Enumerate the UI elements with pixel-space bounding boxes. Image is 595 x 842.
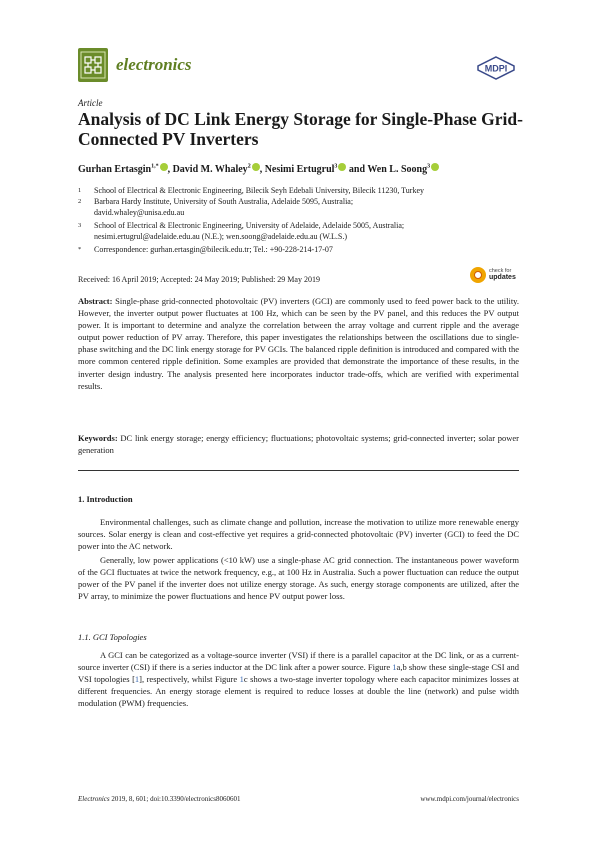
section-divider (78, 470, 519, 471)
abstract-label: Abstract: (78, 296, 113, 306)
affiliation-number: 3 (78, 222, 82, 229)
author-affiliation-marker: 3 (334, 163, 338, 170)
author-affiliation-marker: 3 (427, 163, 431, 170)
mdpi-logo-text: MDPI (484, 63, 508, 74)
check-updates-label-bold: updates (489, 274, 516, 281)
journal-logo-icon (78, 48, 108, 82)
correspondence-text: Correspondence: gurhan.ertasgin@bilecik.edu.tr; Tel.: +90-228-214-17-07 (94, 245, 333, 254)
keywords (78, 432, 519, 456)
subsection-heading: 1.1. GCI Topologies (78, 632, 147, 642)
footer-journal: Electronics (78, 795, 110, 803)
affiliation-text: School of Electrical & Electronic Engineering, University of Adelaide, Adelaide 5005, Australia; (94, 221, 405, 230)
article-type: Article (78, 98, 103, 108)
orcid-icon[interactable] (431, 163, 439, 171)
author-list: Gurhan Ertasgin$^{1,*}$ , David M. Whaley$^2$ , Nesimi Ertugrul$^3$ and Wen L. Soong$^3$ (78, 163, 528, 175)
paragraph-text: a,b show these single-stage CSI and VSI topologies [ (78, 662, 519, 685)
publication-dates: Received: 16 April 2019; Accepted: 24 May 2019; Published: 29 May 2019 (78, 275, 320, 284)
journal-name: electronics (116, 55, 192, 74)
affiliation-number: 2 (78, 198, 82, 205)
author-name: David M. Whaley (172, 164, 248, 175)
affiliation-email-link[interactable]: nesimi.ertugrul@adelaide.edu.au (N.E.); wen.soong@adelaide.edu.au (W.L.S.) (94, 232, 348, 241)
author-name: Gurhan Ertasgin (78, 164, 152, 175)
orcid-icon[interactable] (338, 163, 346, 171)
check-updates-label: check for (489, 268, 512, 274)
body-paragraph: Environmental challenges, such as climate change and pollution, increase the motivation to utilize more renewable energy sources. Solar energy is clean and cost-effective yet requires a grid-connected photovoltaic (PV) inverter (GCI) to feed the DC power into the AC network. (78, 517, 519, 552)
paragraph-text: ], respectively, whilst Figure (139, 674, 240, 685)
keywords-text: DC link energy storage; energy efficiency; fluctuations; photovoltaic systems; grid-connected inverter; solar power generation (78, 433, 519, 456)
paragraph-text: A GCI can be categorized as a voltage-source inverter (VSI) if there is a parallel capacitor at the DC link, or as a current-source inverter (CSI) if there is a series inductor at the DC link after a power source. Figure (78, 650, 519, 673)
orcid-icon[interactable] (160, 163, 168, 171)
footer-citation (78, 795, 240, 803)
mdpi-logo-icon (476, 56, 516, 80)
abstract (78, 295, 519, 392)
author-affiliation-marker: 1,* (151, 163, 159, 170)
affiliation-text: Barbara Hardy Institute, University of South Australia, Adelaide 5095, Australia; (94, 197, 354, 206)
orcid-icon[interactable] (252, 163, 260, 171)
author-name: Wen L. Soong (367, 164, 428, 175)
author-name: Nesimi Ertugrul (264, 164, 335, 175)
figure-link[interactable]: 1 (392, 662, 397, 673)
affiliation-number: * (78, 246, 82, 253)
check-for-updates-button[interactable] (470, 265, 522, 287)
paragraph-text: c shows a two-stage inverter topology where each capacitor minimizes losses at different frequencies. An energy storage element is required to reduce losses at double the line (network) and pulse width modulation (PWM) frequencies. (78, 674, 519, 709)
affiliation-number: 1 (78, 187, 82, 194)
body-paragraph (78, 649, 519, 709)
body-paragraph: Generally, low power applications (<10 kW) use a single-phase AC grid connection. The instantaneous power waveform of the GCI fluctuates at twice the network frequency, e.g., at 100 Hz in Australia. Such a power fluctuation can reduce the output power of the PV panel if the inverter does not utilize energy storage. As such, energy storage components are utilized, after the PV array, to minimize the power fluctuations and hence PV output power loss. (78, 555, 519, 602)
affiliation-email-link[interactable]: david.whaley@unisa.edu.au (94, 208, 185, 217)
check-updates-icon-inner (474, 271, 482, 279)
affiliation-text: School of Electrical & Electronic Engineering, Bilecik Seyh Edebali University, Bilecik 11230, Turkey (94, 186, 424, 195)
section-heading: 1. Introduction (78, 494, 133, 504)
keywords-label: Keywords: (78, 433, 118, 443)
abstract-text: Single-phase grid-connected photovoltaic (PV) inverters (GCI) are commonly used to feed power back to the utility. However, the inverter output power fluctuates at 100 Hz, which can be seen by the PV panel, and this reduces the PV output power. It is important to determine and analyze the correlation between the array voltage and current ripple and the average output power reduction of PV array. Therefore, this paper investigates the relationships between the oscillations due to single-phase switching and the DC link energy storage for PV GCIs. The balanced ripple definition is introduced and compared with the more common centered ripple definition. Some examples are provided that demonstrate the importance of these results, in the inverter design industry. The analysis presented here incorporates inductor trade-offs, which are verified with experimental results. (78, 296, 520, 391)
author-affiliation-marker: 2 (247, 163, 251, 170)
article-title: Analysis of DC Link Energy Storage for Single-Phase Grid-Connected PV Inverters (78, 109, 523, 149)
footer-citation-text: 2019, 8, 601; doi:10.3390/electronics8060601 (109, 795, 241, 803)
reference-link[interactable]: 1 (134, 674, 140, 685)
figure-link[interactable]: 1 (239, 674, 244, 685)
footer-url-link[interactable]: www.mdpi.com/journal/electronics (420, 795, 519, 803)
